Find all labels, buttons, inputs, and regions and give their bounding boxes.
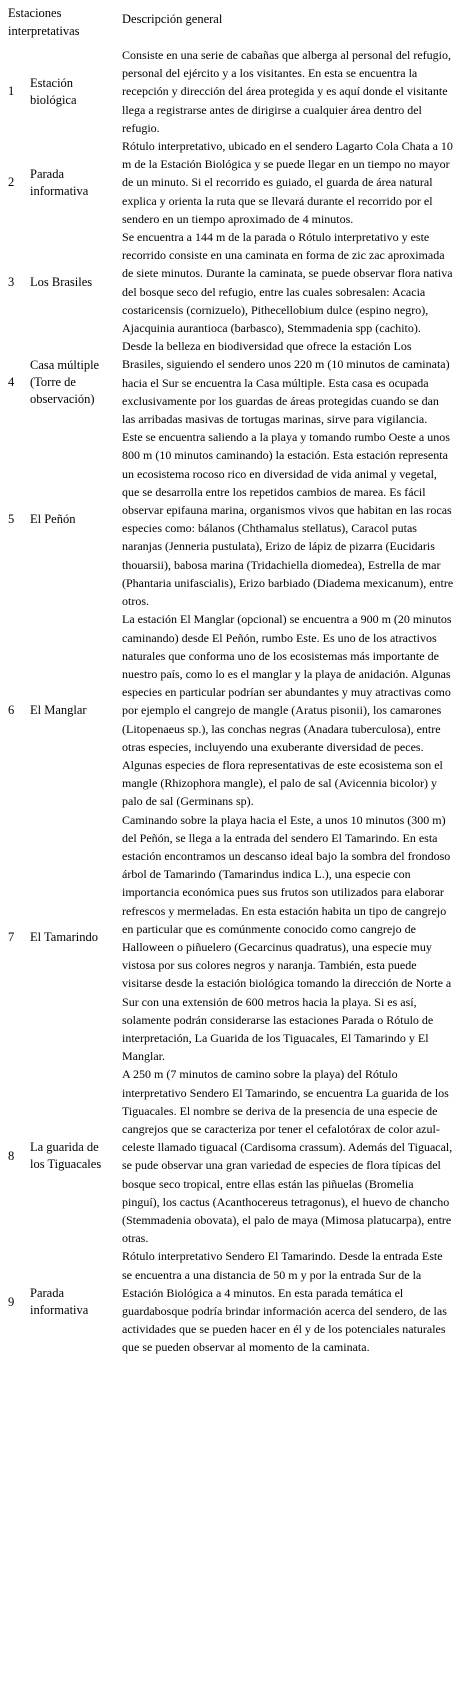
station-number: 6 xyxy=(8,702,15,717)
table-row xyxy=(8,137,454,228)
station-number: 7 xyxy=(8,930,15,945)
station-number: 2 xyxy=(8,175,15,190)
table-row xyxy=(8,428,454,610)
station-description: Caminando sobre la playa hacia el Este, a unos 10 minutos (300 m) del Peñón, se llega a la entrada del sendero El Tamarindo. En esta estación encontramos un descanso ideal bajo la sombra del frondoso árbol de Tamarindo (Tamarindus indica L.), una especie con importancia económica pues sus frutos son utilizados para elaborar refrescos y mermeladas. En esta estación habita un tipo de cangrejo en particular que es comúnmente conocido como cangrejo de Halloween o piñuelero (Gecarcinus quadratus), una especie muy vistosa por sus colores negros y naranja. También, esta puede visitarse desde la estación biológica tomando la dirección de Norte a Sur con una extensión de 600 metros hacia la playa. Si es así, solamente podrán considerarse las estaciones Parada o Rótulo de interpretación, La Guarida de los Tiguacales, El Tamarindo y El Manglar. xyxy=(122,812,452,1064)
station-description: A 250 m (7 minutos de camino sobre la playa) del Rótulo interpretativo Sendero El Tamarindo, se encuentra La guarida de los Tiguacales. El nombre se deriva de la presencia de una especie de cangrejos que se caracteriza por tener el cefalotórax de color azul-celeste llamado tiguacal (Cardisoma crassum). Además del Tiguacal, se pude observar una gran variedad de especies de flora típicas del bosque seco tropical, entre ellas están las piñuelas (Bromelia pinguí), los cactus (Acanthocereus tetragonus), el huevo de chancho (Stemmadenia obovata), el palo de maya (Mimosa platucarpa), entre otras. xyxy=(122,1067,453,1246)
table-body xyxy=(8,46,454,1357)
station-name: Casa múltiple (Torre de observación) xyxy=(30,358,100,407)
station-description: Se encuentra a 144 m de la parada o Rótulo interpretativo y este recorrido consiste en una caminata en forma de zic zac aproximada de siete minutos. Durante la caminata, se puede observar flora nativa del bosque seco del refugio, entre las cuales sobresalen: Acacia costaricensis (cornizuelo), Pithecellobium dulce (espino negro), Ajacquinia aurantioca (barbasco), Stemmadenia spp (cachito). xyxy=(122,230,453,336)
station-name: El Tamarindo xyxy=(30,930,98,945)
station-description: Rótulo interpretativo, ubicado en el sendero Lagarto Cola Chata a 10 m de la Estación Biológica y se puede llegar en un tiempo no mayor de un minuto. Si el recorrido es guiado, el guarda de área natural explica y orienta la ruta que se llevará durante el recorrido por el sendero en un tiempo aproximado de 4 minutos. xyxy=(122,139,453,226)
stations-column-header: Estaciones interpretativas xyxy=(8,6,80,38)
header-row xyxy=(8,4,454,46)
description-column-header: Descripción general xyxy=(122,12,223,26)
station-name: La guarida de los Tiguacales xyxy=(30,1140,102,1172)
table-row xyxy=(8,1247,454,1356)
table-row xyxy=(8,337,454,428)
table-row xyxy=(8,610,454,810)
table-row xyxy=(8,228,454,337)
station-description: La estación El Manglar (opcional) se encuentra a 900 m (20 minutos caminando) desde El Peñón, rumbo Este. Es uno de los atractivos naturales que conforma uno de los ecosistemas más importante de nuestro país, como lo es el manglar y la playa de anidación. Algunas especies en particular podrían ser abundantes y muy atractivas como por ejemplo el cangrejo de mangle (Aratus pisonii), los camarones (Litopenaeus sp.), las conchas negras (Anadara tuberculosa), entre otras especies, incluyendo una exuberante diversidad de peces. Algunas especies de flora representativas de este ecosistema son el mangle (Rhizophora mangle), el palo de sal (Avicennia bicolor) y palo de sal (Germinans sp). xyxy=(122,612,452,809)
station-description: Rótulo interpretativo Sendero El Tamarindo. Desde la entrada Este se encuentra a una distancia de 50 m y por la entrada Sur de la Estación Biológica a 4 minutos. En esta parada temática el guardabosque podría brindar información acerca del sendero, de las actividades que se pueden hacer en él y de los potenciales naturales que se pueden observar al momento de la caminata. xyxy=(122,1249,447,1355)
station-name: El Peñón xyxy=(30,511,76,526)
station-name: Parada informativa xyxy=(30,166,89,198)
station-number: 5 xyxy=(8,511,15,526)
station-description: Desde la belleza en biodiversidad que ofrece la estación Los Brasiles, siguiendo el sendero unos 220 m (10 minutos de caminata) hacia el Sur se encuentra la Casa múltiple. Esta casa es ocupada exclusivamente por los guardas de áreas protegidas cuando se dan las arribadas masivas de tortugas marinas, sirve para vigilancia. xyxy=(122,339,450,427)
station-number: 3 xyxy=(8,275,15,290)
station-number: 4 xyxy=(8,375,15,390)
table-row xyxy=(8,46,454,137)
station-description: Consiste en una serie de cabañas que alberga al personal del refugio, personal del ejército y a los visitantes. En esta se encuentra la recepción y dirección del área protegida y es aquí donde el visitante llega a registrarse antes de dirigirse a cualquier área dentro del refugio. xyxy=(122,48,452,135)
stations-table xyxy=(8,4,454,1357)
station-name: Estación biológica xyxy=(30,75,77,107)
station-number: 8 xyxy=(8,1148,15,1163)
table-row xyxy=(8,811,454,1066)
station-name: Parada informativa xyxy=(30,1286,89,1318)
station-name: Los Brasiles xyxy=(30,275,93,290)
station-description: Este se encuentra saliendo a la playa y tomando rumbo Oeste a unos 800 m (10 minutos caminando) la estación. Esta estación representa un ecosistema rocoso rico en diversidad de vida animal y vegetal, que se desarrolla entre los repetidos cambios de marea. Es fácil observar epifauna marina, organismos vivos que habitan en las rocas especies como: bálanos (Chthamalus stellatus), Caracol putas naranjas (Jenneria pustulata), Erizo de lápiz de pizarra (Eucidaris thouarsii), babosa marina (Tridachiella diomedea), Estrella de mar (Phantaria unifascialis), Erizo barbiado (Diadema mexicanum), entre otros. xyxy=(122,430,454,609)
table-row xyxy=(8,1065,454,1247)
table-header xyxy=(8,4,454,46)
station-name: El Manglar xyxy=(30,702,87,717)
station-number: 9 xyxy=(8,1294,15,1309)
station-number: 1 xyxy=(8,84,15,98)
